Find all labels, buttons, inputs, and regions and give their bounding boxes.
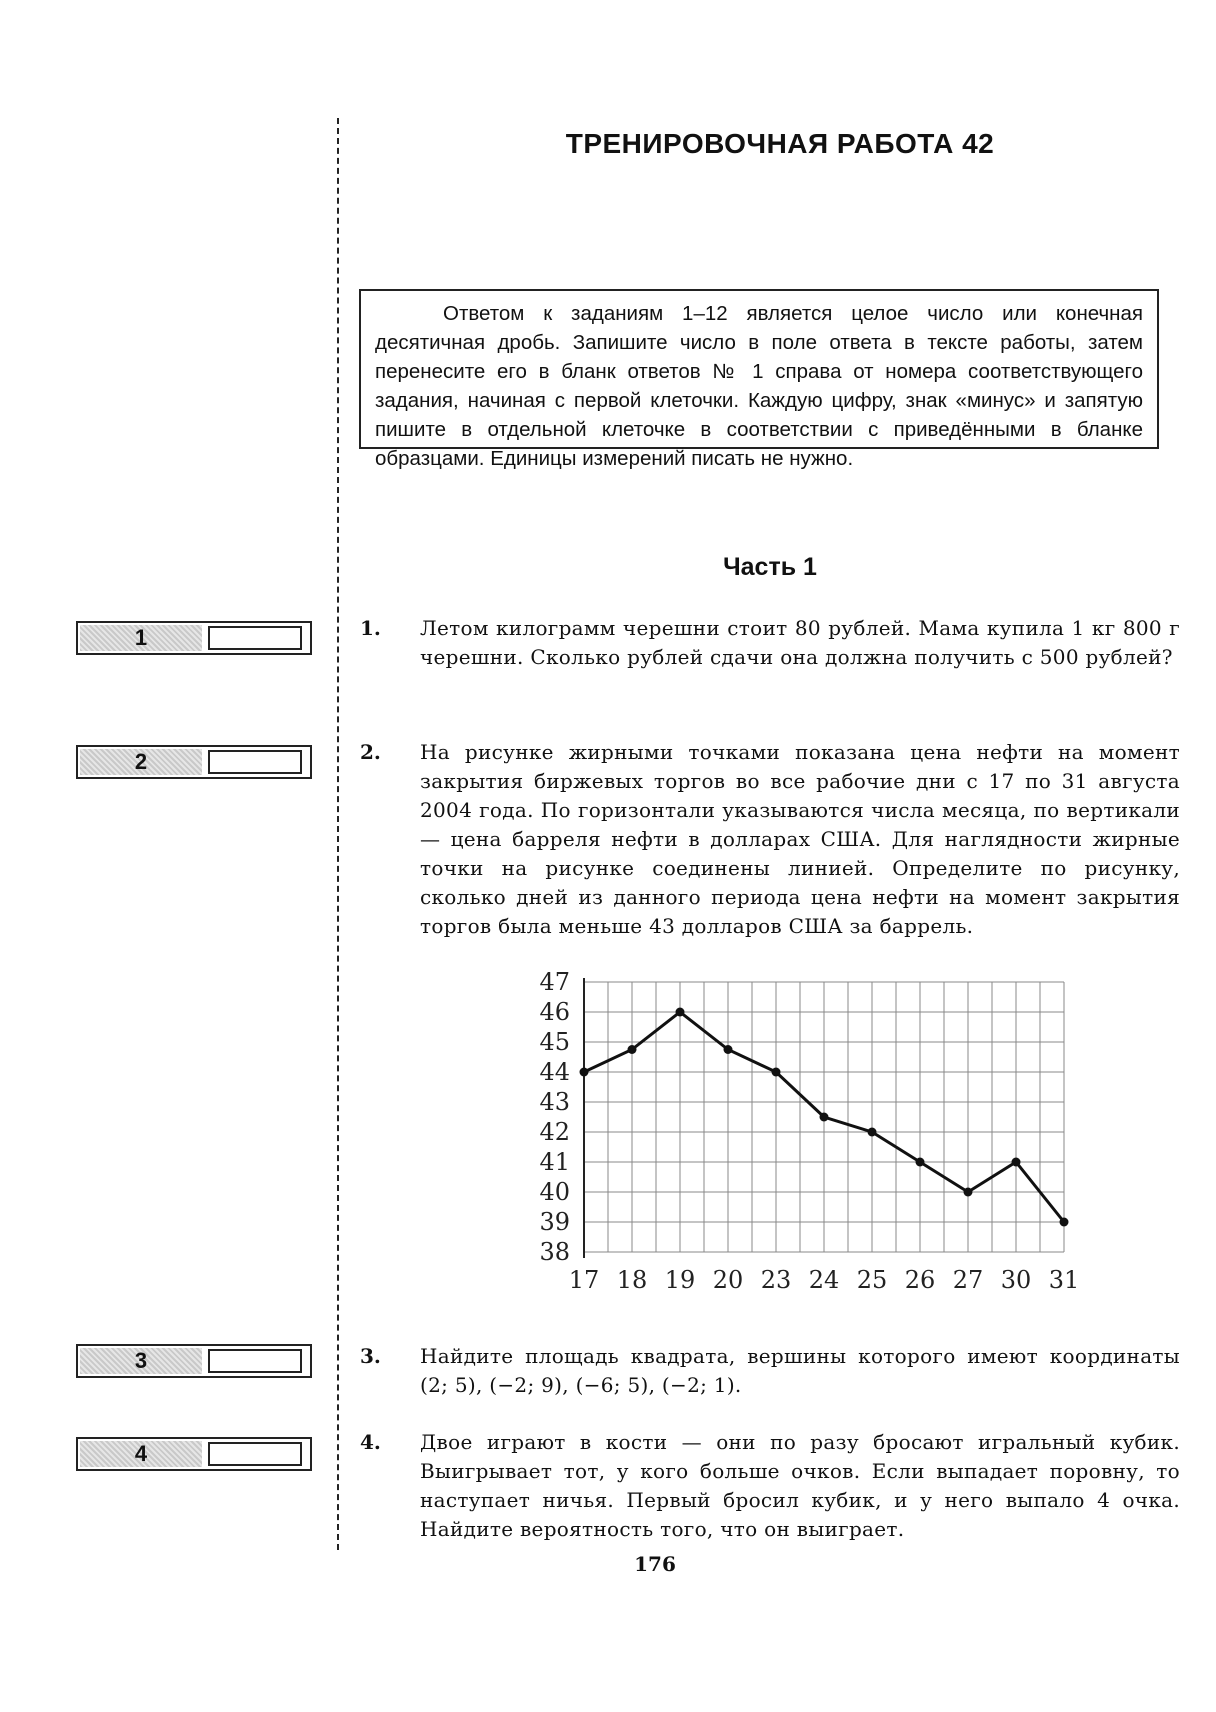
y-tick-label: 40 [539, 1178, 570, 1206]
task-number: 2. [360, 740, 381, 764]
data-point [868, 1128, 877, 1137]
data-point [916, 1158, 925, 1167]
y-tick-label: 39 [539, 1208, 570, 1236]
y-tick-label: 45 [539, 1028, 570, 1056]
task-1 [360, 614, 1180, 672]
y-tick-label: 41 [539, 1148, 570, 1176]
task-3 [360, 1342, 1180, 1400]
data-point [964, 1188, 973, 1197]
x-tick-label: 19 [664, 1266, 696, 1294]
data-point [1012, 1158, 1021, 1167]
y-tick-label: 44 [539, 1058, 570, 1086]
x-tick-label: 18 [616, 1266, 648, 1294]
task-text: На рисунке жирными точками показана цена нефти на момент закрытия биржевых торгов во все рабочие дни с 17 по 31 августа 2004 года. По горизонтали указываются числа месяца, по вертикали — цена барреля нефти в долларах США. Для наглядности жирные точки на рисунке соединены линией. Определите по рисунку, сколько дней из данного периода цена нефти на момент закрытия торгов была меньше 43 долларов США за баррель. [420, 740, 1180, 938]
answer-box-number: 1 [80, 625, 202, 651]
x-tick-label: 26 [904, 1266, 936, 1294]
answer-box-number: 4 [80, 1441, 202, 1467]
answer-box-3 [76, 1344, 312, 1378]
answer-box-4 [76, 1437, 312, 1471]
answer-field-3[interactable] [208, 1349, 302, 1373]
task-number: 3. [360, 1344, 381, 1368]
x-tick-label: 20 [712, 1266, 744, 1294]
answer-box-1 [76, 621, 312, 655]
task-2 [360, 738, 1180, 941]
y-tick-label: 38 [539, 1238, 570, 1266]
data-point [580, 1068, 589, 1077]
x-tick-label: 17 [568, 1266, 600, 1294]
y-tick-label: 46 [539, 998, 570, 1026]
data-point [628, 1045, 637, 1054]
x-tick-label: 30 [1000, 1266, 1032, 1294]
data-point [1060, 1218, 1069, 1227]
task-4 [360, 1428, 1180, 1544]
answer-box-number: 2 [80, 749, 202, 775]
task-number: 1. [360, 616, 381, 640]
answer-box-number: 3 [80, 1348, 202, 1374]
x-tick-label: 23 [760, 1266, 792, 1294]
cut-line [337, 118, 339, 1550]
x-tick-label: 27 [952, 1266, 984, 1294]
x-tick-label: 25 [856, 1266, 888, 1294]
answer-field-1[interactable] [208, 626, 302, 650]
page-title: ТРЕНИРОВОЧНАЯ РАБОТА 42 [565, 128, 995, 159]
answer-box-2 [76, 745, 312, 779]
task-number: 4. [360, 1430, 381, 1454]
part-heading: Часть 1 [723, 553, 817, 581]
x-tick-label: 24 [808, 1266, 840, 1294]
page-number: 176 [634, 1552, 676, 1576]
instructions-box: Ответом к заданиям 1–12 является целое число или конечная десятичная дробь. Запишите число в поле ответа в тексте работы, затем перенесите его в бланк ответов № 1 справа от номера соответствующего задания, начиная с первой клеточки. Каждую цифру, знак «минус» и запятую пишите в отдельной клеточке в соответствии с приведёнными в бланке образцами. Единицы измерений писать не нужно. [359, 289, 1159, 449]
answer-field-2[interactable] [208, 750, 302, 774]
answer-field-4[interactable] [208, 1442, 302, 1466]
oil-price-chart [520, 962, 1080, 1302]
task-text: Двое играют в кости — они по разу бросают игральный кубик. Выигрывает тот, у кого больше очков. Если выпадает поровну, то наступает ничья. Первый бросил кубик, и у него выпало 4 очка. Найдите вероятность того, что он выиграет. [420, 1430, 1180, 1541]
data-point [772, 1068, 781, 1077]
data-point [820, 1113, 829, 1122]
data-point [676, 1008, 685, 1017]
y-tick-label: 42 [539, 1118, 570, 1146]
x-tick-label: 31 [1048, 1266, 1080, 1294]
data-point [724, 1045, 733, 1054]
task-text: Найдите площадь квадрата, вершины которого имеют координаты (2; 5), (−2; 9), (−6; 5), (−2; 1). [420, 1344, 1180, 1397]
y-tick-label: 47 [539, 968, 570, 996]
task-text: Летом килограмм черешни стоит 80 рублей. Мама купила 1 кг 800 г черешни. Сколько рублей сдачи она должна получить с 500 рублей? [420, 616, 1180, 669]
y-tick-label: 43 [539, 1088, 570, 1116]
